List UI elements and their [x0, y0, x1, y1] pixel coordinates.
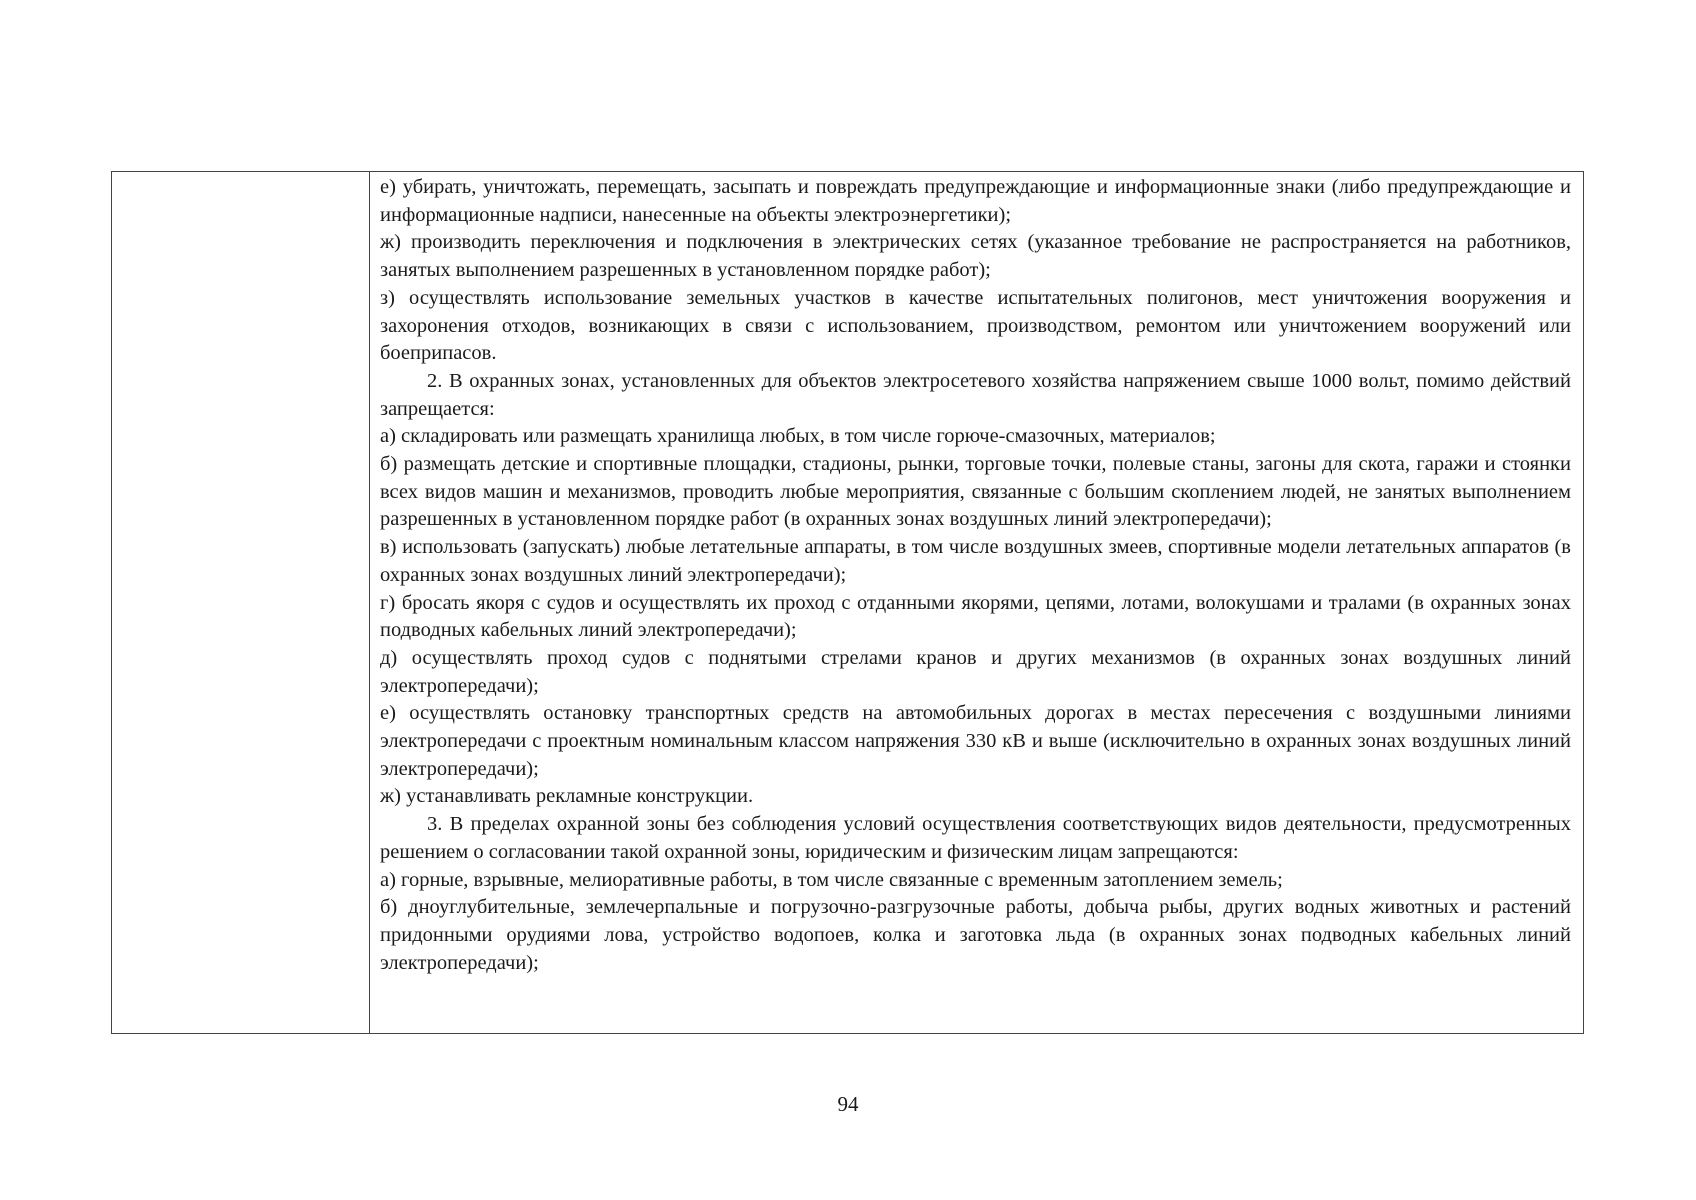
- paragraph-e-vehicles: е) осуществлять остановку транспортных средств на автомобильных дорогах в местах пересечения с воздушными линиями электропередачи с проектным номинальным классом напряжения 330 кВ и выше (исключительно в охранных зонах воздушных линий электропередачи);: [380, 702, 1571, 780]
- paragraph-zh-switching: ж) производить переключения и подключения в электрических сетях (указанное требование не распространяется на работников, занятых выполнением разрешенных в установленном порядке работ);: [380, 231, 1571, 282]
- paragraph-g-anchors: г) бросать якоря с судов и осуществлять их проход с отданными якорями, цепями, лотами, волокушами и тралами (в охранных зонах подводных кабельных линий электропередачи);: [380, 591, 1571, 642]
- paragraph-a-mining: а) горные, взрывные, мелиоративные работы, в том числе связанные с временным затоплением земель;: [380, 868, 1283, 891]
- paragraph-section-3: 3. В пределах охранной зоны без соблюдения условий осуществления соответствующих видов деятельности, предусмотренных решением о согласовании такой охранной зоны, юридическим и физическим лицам запрещаются:: [380, 813, 1571, 863]
- table-left-cell: [112, 172, 370, 1033]
- paragraph-v-aircraft: в) использовать (запускать) любые летательные аппараты, в том числе воздушных змеев, спортивные модели летательных аппаратов (в охранных зонах воздушных линий электропередачи);: [380, 536, 1571, 586]
- paragraph-d-cranes: д) осуществлять проход судов с поднятыми стрелами кранов и других механизмов (в охранных зонах воздушных линий электропередачи);: [380, 646, 1571, 697]
- document-table: [111, 171, 1584, 1034]
- paragraph-b-dredging: б) дноуглубительные, землечерпальные и погрузочно-разгрузочные работы, добыча рыбы, других водных животных и растений придонными орудиями лова, устройство водопоев, колка и заготовка льда (в охранных зонах подводных кабельных линий электропередачи);: [380, 896, 1571, 974]
- paragraph-z-land-use: з) осуществлять использование земельных участков в качестве испытательных полигонов, мест уничтожения вооружения и захоронения отходов, возникающих в связи с использованием, производством, ремонтом или уничтожением вооружений или боеприпасов.: [380, 286, 1571, 365]
- paragraph-section-2: 2. В охранных зонах, установленных для объектов электросетевого хозяйства напряжением свыше 1000 вольт, помимо действий запрещается:: [380, 369, 1571, 420]
- paragraph-zh-advertising: ж) устанавливать рекламные конструкции.: [380, 785, 754, 808]
- paragraph-b-playgrounds: б) размещать детские и спортивные площадки, стадионы, рынки, торговые точки, полевые станы, загоны для скота, гаражи и стоянки всех видов машин и механизмов, проводить любые мероприятия, связанные с большим скоплением людей, не занятых выполнением разрешенных в установленном порядке работ (в охранных зонах воздушных линий электропередачи);: [380, 453, 1571, 531]
- paragraph-a-storage: а) складировать или размещать хранилища любых, в том числе горюче-смазочных, материалов;: [380, 425, 1216, 448]
- table-right-cell: [370, 172, 1583, 1033]
- page-number: 94: [837, 1092, 859, 1116]
- paragraph-e-signs: е) убирать, уничтожать, перемещать, засыпать и повреждать предупреждающие и информационные знаки (либо предупреждающие и информационные надписи, нанесенные на объекты электроэнергетики);: [380, 176, 1571, 226]
